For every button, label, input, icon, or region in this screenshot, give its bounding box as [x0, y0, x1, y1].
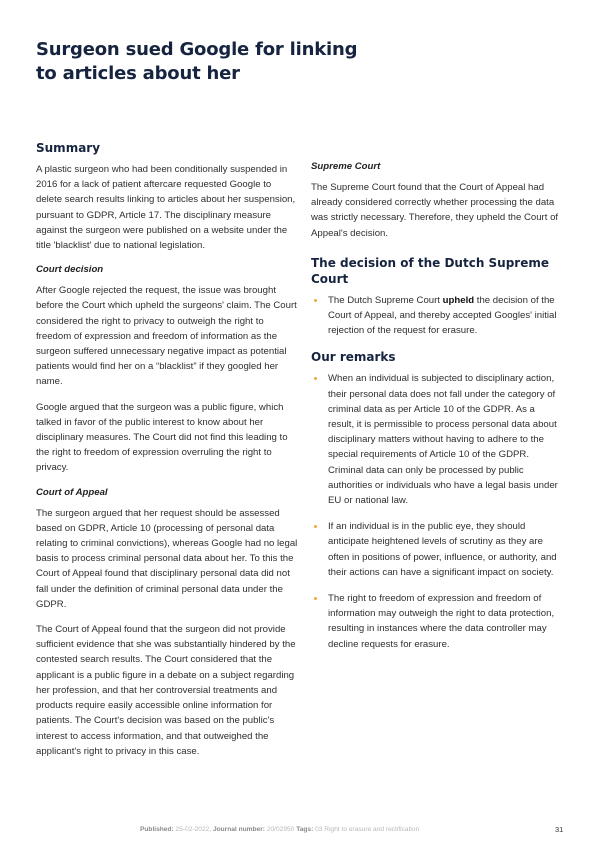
- tags-label: Tags:: [296, 826, 314, 833]
- supreme-court-text: The Supreme Court found that the Court of Appeal had already considered correctly whether processing the data was strictly necessary. Therefore, they upheld the Court of Appeal's decision.: [311, 182, 559, 239]
- upheld-emphasis: upheld: [442, 294, 475, 306]
- bullet-dot-icon: [314, 597, 317, 600]
- page-title: Surgeon sued Google for linking to articles about her: [36, 39, 358, 84]
- journal-number-label: Journal number:: [212, 826, 265, 833]
- journal-number: 20/02950: [266, 826, 295, 833]
- page-number: 31: [555, 825, 564, 834]
- supreme-court-heading: Supreme Court: [311, 161, 381, 172]
- court-of-appeal-heading: Court of Appeal: [36, 486, 108, 498]
- tags-value: 03 Right to erasure and rectification: [315, 826, 420, 833]
- page-footer: [140, 826, 419, 833]
- court-decision-paragraph-1: After Google rejected the request, the issue was brought before the Court which upheld the surgeons' claim. The Court considered the right to privacy to outweigh the right to freedom of expression and freedom of information as the surgeon suffered unnecessary negative impact as potential patients would find her on a “blacklist” if they googled her name.: [36, 285, 297, 388]
- court-decision-heading: Court decision: [36, 264, 104, 276]
- right-column: [311, 160, 563, 663]
- our-remarks-heading: Our remarks: [311, 350, 396, 365]
- summary-heading: Summary: [36, 141, 101, 155]
- remarks-list: [311, 371, 563, 651]
- bullet-dot-icon: [314, 299, 317, 302]
- dutch-supreme-court-decision-heading: The decision of the Dutch Supreme Court: [311, 255, 550, 286]
- published-date: 25-02-2022,: [175, 826, 212, 833]
- left-column: [36, 140, 298, 769]
- summary-text: A plastic surgeon who had been conditionally suspended in 2016 for a lack of patient aftercare requested Google to delete search results linking to articles about her suspension, pursuant to GDPR, Article 17. The disciplinary measure against the surgeon were published on a website under the title 'blacklist' due to national legislation.: [36, 164, 296, 252]
- remark-item: If an individual is in the public eye, they should anticipate heightened levels of scrutiny as they are often in positions of power, influence, or authority, and their actions can have a significant impact on society.: [311, 519, 563, 580]
- court-decision-paragraph-2: Google argued that the surgeon was a public figure, which talked in favor of the public interest to know about her disciplinary measures. The Court did not find this leading to the right to freedom of expression overruling the right to privacy.: [36, 401, 288, 474]
- decision-list: [311, 293, 563, 339]
- remark-item: The right to freedom of expression and freedom of information may outweigh the right to data protection, resulting in instances where the data controller may decline requests for erasure.: [311, 591, 563, 652]
- decision-bullet: The Dutch Supreme Court upheld the decision of the Court of Appeal, and thereby accepted Googles' initial rejection of the request for erasure.: [311, 293, 563, 339]
- remark-item: When an individual is subjected to disciplinary action, their personal data does not fall under the category of criminal data as per Article 10 of the GDPR. As a result, it is permissible to process personal data about disciplinary matters without having to adhere to the special requirements of Article 10 of the GDPR. Criminal data can only be processed by public authorities or individuals who have a legal basis under EU or national law.: [311, 371, 563, 508]
- bullet-dot-icon: [314, 377, 317, 380]
- bullet-dot-icon: [314, 525, 317, 528]
- published-label: Published:: [140, 826, 174, 833]
- court-of-appeal-paragraph-1: The surgeon argued that her request should be assessed based on GDPR, Article 10 (processing of personal data relating to criminal convictions), whereas Google had no legal basis to process criminal personal data about her. To this the Court of Appeal found that disciplinary personal data did not fall under the definition of criminal personal data under the GDPR.: [36, 507, 298, 610]
- court-of-appeal-paragraph-2: The Court of Appeal found that the surgeon did not provide sufficient evidence that she was substantially hindered by the contested search results. The Court considered that the applicant is a public figure in a debate on a subject regarding her profession, and that her controversial treatments and products require easily accessible online information for patients. The Court's decision was based on the public's interest to access information, and that outweighed the applicant's right to privacy in this case.: [36, 624, 296, 757]
